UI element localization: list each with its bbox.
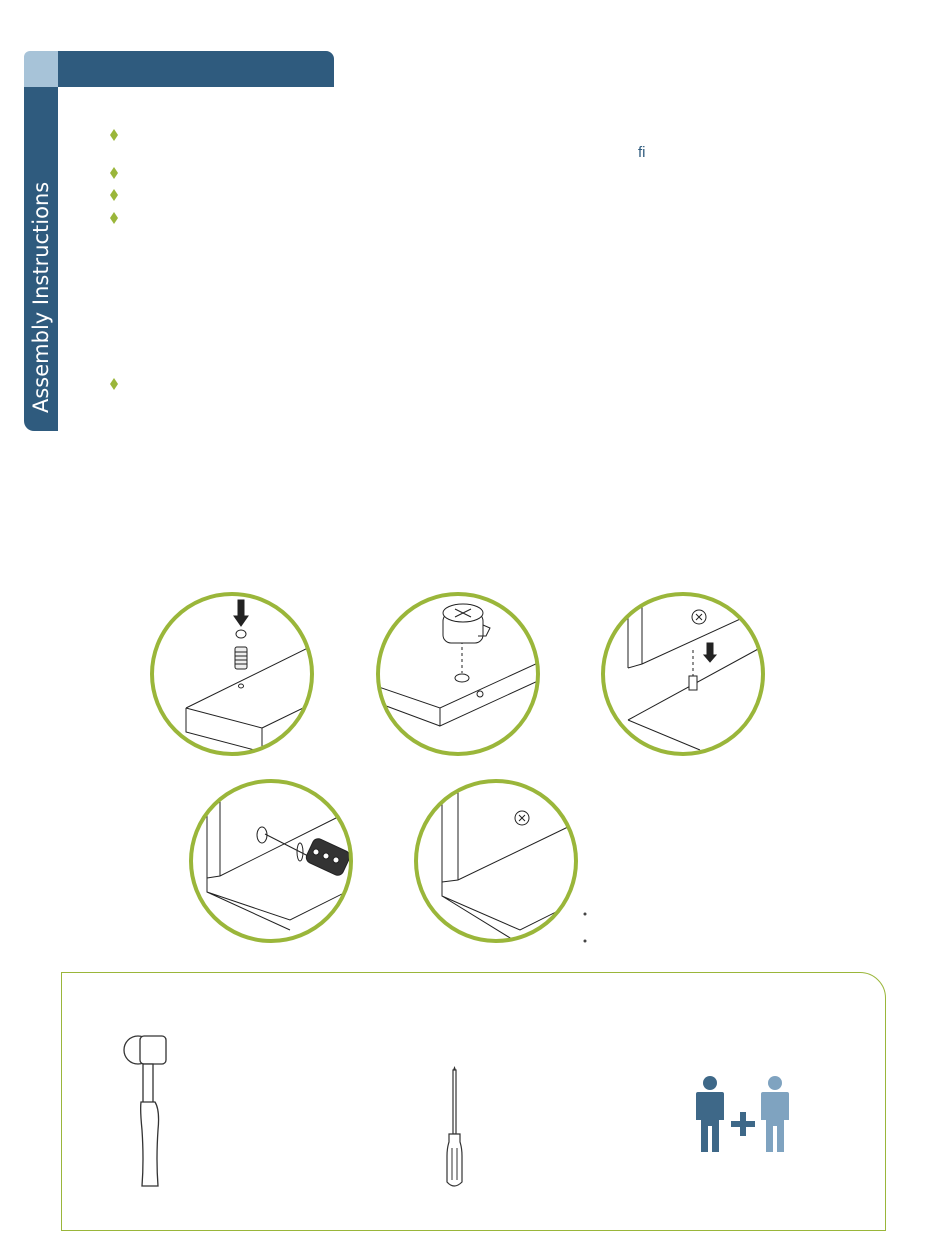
- step1-circle: [152, 594, 312, 754]
- hammer-icon: [120, 1030, 180, 1195]
- step3-circle: [603, 594, 763, 754]
- step5-circle: [416, 781, 576, 941]
- note-dot: [584, 913, 587, 916]
- note-dot: [584, 940, 587, 943]
- ligature-text: fi: [638, 144, 646, 161]
- two-persons-icon: [690, 1074, 800, 1156]
- step4-illustration: [207, 800, 352, 930]
- screwdriver-icon: [440, 1066, 470, 1191]
- step1-illustration: [186, 600, 340, 752]
- page-title: Assembly Instructions: [29, 181, 53, 413]
